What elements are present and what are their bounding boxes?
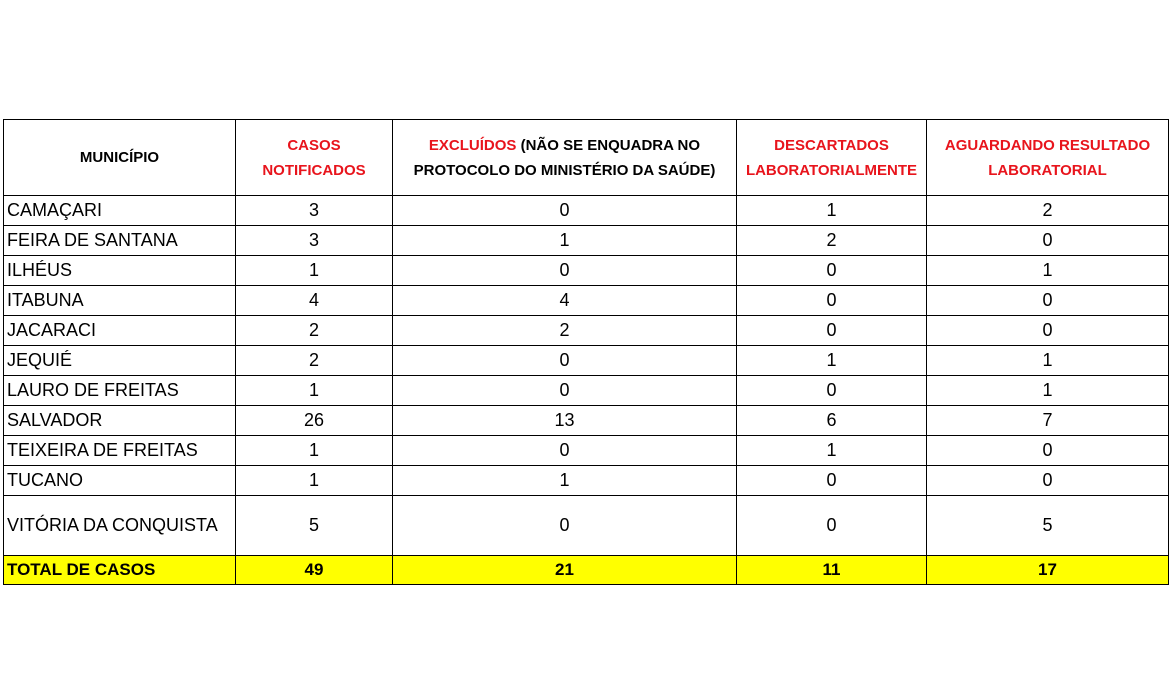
cell-aguardando: 2 xyxy=(927,196,1169,226)
cell-municipio: SALVADOR xyxy=(4,406,236,436)
header-excluidos-note: (NÃO SE ENQUADRA NO PROTOCOLO DO MINISTÉRIO DA SAÚDE) xyxy=(413,136,716,179)
table-row xyxy=(4,496,1169,556)
cell-municipio: FEIRA DE SANTANA xyxy=(4,226,236,256)
cell-aguardando: 1 xyxy=(927,376,1169,406)
cell-descartados: 1 xyxy=(737,436,927,466)
cell-aguardando: 1 xyxy=(927,256,1169,286)
cell-descartados: 0 xyxy=(737,316,927,346)
cell-aguardando: 1 xyxy=(927,346,1169,376)
total-casos: 49 xyxy=(236,556,393,585)
cell-aguardando: 0 xyxy=(927,286,1169,316)
cell-casos: 3 xyxy=(236,226,393,256)
cell-aguardando: 0 xyxy=(927,466,1169,496)
table-row xyxy=(4,466,1169,496)
cell-descartados: 0 xyxy=(737,376,927,406)
cell-casos: 26 xyxy=(236,406,393,436)
total-label: TOTAL DE CASOS xyxy=(4,556,236,585)
cell-descartados: 1 xyxy=(737,346,927,376)
cell-municipio: TEIXEIRA DE FREITAS xyxy=(4,436,236,466)
header-municipio: MUNICÍPIO xyxy=(4,120,236,196)
cell-descartados: 2 xyxy=(737,226,927,256)
cell-aguardando: 5 xyxy=(927,496,1169,556)
cell-excluidos: 0 xyxy=(393,376,737,406)
cell-municipio: LAURO DE FREITAS xyxy=(4,376,236,406)
cell-aguardando: 0 xyxy=(927,436,1169,466)
cell-casos: 3 xyxy=(236,196,393,226)
cell-excluidos: 1 xyxy=(393,226,737,256)
cell-descartados: 0 xyxy=(737,256,927,286)
total-excluidos: 21 xyxy=(393,556,737,585)
table-row xyxy=(4,196,1169,226)
cell-municipio: ITABUNA xyxy=(4,286,236,316)
cell-excluidos: 4 xyxy=(393,286,737,316)
cell-municipio: CAMAÇARI xyxy=(4,196,236,226)
cell-descartados: 0 xyxy=(737,286,927,316)
cell-excluidos: 13 xyxy=(393,406,737,436)
table-row xyxy=(4,376,1169,406)
total-descartados: 11 xyxy=(737,556,927,585)
cell-descartados: 0 xyxy=(737,496,927,556)
header-row xyxy=(4,120,1169,196)
table-row xyxy=(4,346,1169,376)
cell-excluidos: 1 xyxy=(393,466,737,496)
header-excluidos xyxy=(393,120,737,196)
total-aguardando: 17 xyxy=(927,556,1169,585)
table-row xyxy=(4,286,1169,316)
cell-municipio: TUCANO xyxy=(4,466,236,496)
cell-casos: 4 xyxy=(236,286,393,316)
header-casos-notificados: CASOS NOTIFICADOS xyxy=(236,120,393,196)
cell-casos: 2 xyxy=(236,316,393,346)
cell-aguardando: 0 xyxy=(927,226,1169,256)
header-aguardando: AGUARDANDO RESULTADO LABORATORIAL xyxy=(927,120,1169,196)
cell-casos: 2 xyxy=(236,346,393,376)
table-row xyxy=(4,406,1169,436)
cell-descartados: 1 xyxy=(737,196,927,226)
cell-excluidos: 2 xyxy=(393,316,737,346)
cell-municipio: JEQUIÉ xyxy=(4,346,236,376)
cell-casos: 1 xyxy=(236,256,393,286)
header-descartados: DESCARTADOS LABORATORIALMENTE xyxy=(737,120,927,196)
cell-excluidos: 0 xyxy=(393,196,737,226)
table-row xyxy=(4,226,1169,256)
cell-excluidos: 0 xyxy=(393,496,737,556)
table-row xyxy=(4,316,1169,346)
cases-table xyxy=(3,119,1169,585)
cell-municipio: VITÓRIA DA CONQUISTA xyxy=(4,496,236,556)
cell-descartados: 0 xyxy=(737,466,927,496)
cell-casos: 1 xyxy=(236,436,393,466)
cell-municipio: ILHÉUS xyxy=(4,256,236,286)
cell-casos: 1 xyxy=(236,376,393,406)
cell-casos: 1 xyxy=(236,466,393,496)
cell-casos: 5 xyxy=(236,496,393,556)
table-row xyxy=(4,256,1169,286)
cell-excluidos: 0 xyxy=(393,346,737,376)
cell-descartados: 6 xyxy=(737,406,927,436)
table-row xyxy=(4,436,1169,466)
cell-aguardando: 7 xyxy=(927,406,1169,436)
cell-excluidos: 0 xyxy=(393,256,737,286)
cell-aguardando: 0 xyxy=(927,316,1169,346)
header-excluidos-label: EXCLUÍDOS xyxy=(428,136,517,154)
cell-municipio: JACARACI xyxy=(4,316,236,346)
total-row xyxy=(4,556,1169,585)
cell-excluidos: 0 xyxy=(393,436,737,466)
